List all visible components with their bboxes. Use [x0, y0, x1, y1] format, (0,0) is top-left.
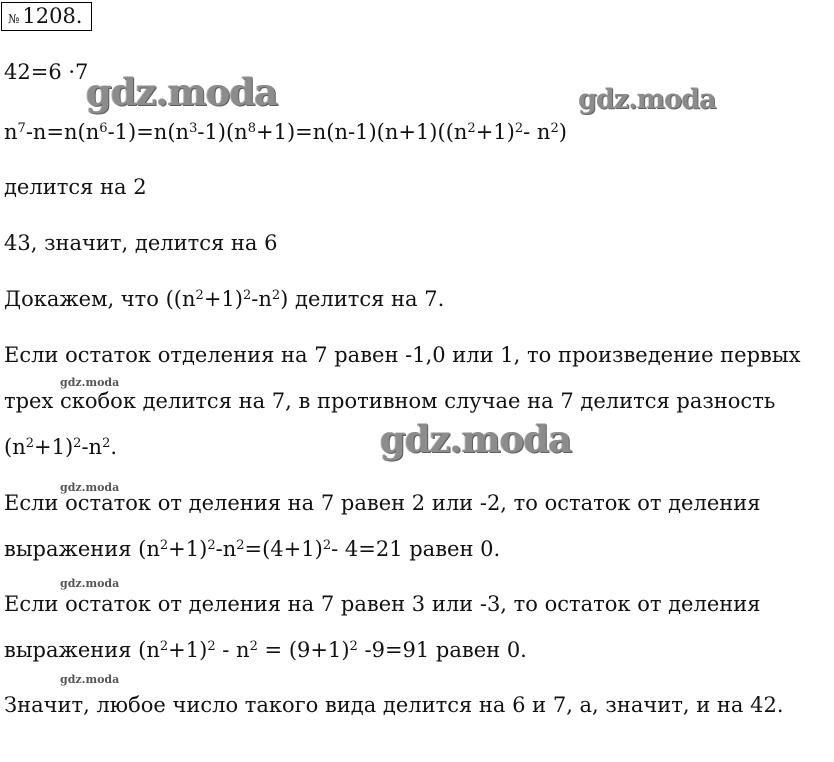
superscript-exponent: 8: [247, 120, 256, 136]
superscript-exponent: 2: [514, 120, 524, 136]
text-fragment: выражения (n: [4, 537, 160, 561]
text-fragment: -1)=n(n: [107, 120, 190, 144]
text-fragment: Докажем, что ((n: [4, 287, 196, 311]
text-fragment: -n: [251, 287, 272, 311]
watermark-logo: gdz.moda: [380, 417, 572, 461]
text-fragment: -9=91 равен 0.: [357, 638, 527, 662]
superscript-exponent: 2: [236, 537, 245, 553]
text-fragment: 42=6 ·7: [4, 60, 89, 84]
text-fragment: +1): [34, 435, 74, 459]
solution-line-13: [4, 695, 784, 716]
solution-line-6: [4, 345, 800, 366]
number-sign: №: [8, 12, 20, 26]
text-fragment: -n: [215, 537, 237, 561]
superscript-exponent: 2: [159, 537, 169, 553]
superscript-exponent: 2: [271, 287, 281, 303]
problem-number-box: [1, 2, 92, 31]
text-fragment: трех скобок делится на 7, в противном случае на 7 делится разность: [4, 389, 776, 413]
text-fragment: +1): [475, 120, 515, 144]
text-fragment: ) делится на 7.: [280, 287, 445, 311]
superscript-exponent: 2: [349, 638, 358, 654]
superscript-exponent: 2: [207, 537, 216, 553]
text-fragment: -n=n(n: [25, 120, 100, 144]
text-fragment: +1)=n(n-1)(n+1)((n: [256, 120, 468, 144]
superscript-exponent: 3: [189, 120, 198, 136]
superscript-exponent: 2: [322, 537, 332, 553]
solution-line-2: [4, 122, 567, 143]
solution-line-3: [4, 177, 147, 198]
watermark-logo: gdz.moda: [578, 84, 716, 115]
text-fragment: выражения (n: [4, 638, 160, 662]
solution-line-12: [4, 640, 527, 661]
watermark-logo: gdz.moda: [60, 481, 120, 494]
watermark-logo: gdz.moda: [60, 376, 120, 389]
solution-line-9: [4, 493, 761, 514]
solution-line-7: [4, 391, 775, 412]
text-fragment: =(4+1): [244, 537, 323, 561]
text-fragment: - n: [523, 120, 551, 144]
text-fragment: +1): [203, 287, 243, 311]
superscript-exponent: 2: [195, 287, 204, 303]
solution-line-11: [4, 594, 761, 615]
text-fragment: Значит, любое число такого вида делится на 6 и 7, а, значит, и на 42.: [4, 693, 784, 717]
superscript-exponent: 2: [207, 638, 216, 654]
solution-line-4: [4, 233, 277, 254]
text-fragment: -1)(n: [197, 120, 248, 144]
text-fragment: ): [558, 120, 567, 144]
superscript-exponent: 2: [159, 638, 169, 654]
text-fragment: Если остаток от деления на 7 равен 2 или -2, то остаток от деления: [4, 491, 761, 515]
superscript-exponent: 2: [102, 435, 111, 451]
text-fragment: Если остаток отделения на 7 равен -1,0 или 1, то произведение первых: [4, 343, 801, 367]
superscript-exponent: 7: [17, 120, 26, 136]
text-fragment: n: [4, 120, 18, 144]
watermark-logo: gdz.moda: [60, 673, 120, 686]
text-fragment: +1): [168, 537, 208, 561]
text-fragment: (n: [4, 435, 26, 459]
text-fragment: делится на 2: [4, 175, 147, 199]
problem-number: 1208.: [22, 4, 83, 28]
text-fragment: 43, значит, делится на 6: [4, 231, 278, 255]
text-fragment: - n: [215, 638, 250, 662]
text-fragment: Если остаток от деления на 7 равен 3 или -3, то остаток от деления: [4, 592, 761, 616]
solution-line-5: [4, 289, 444, 310]
superscript-exponent: 2: [467, 120, 476, 136]
superscript-exponent: 6: [99, 120, 108, 136]
solution-line-1: [4, 62, 88, 83]
solution-line-8: [4, 437, 117, 458]
superscript-exponent: 2: [73, 435, 82, 451]
solution-line-10: [4, 539, 500, 560]
text-fragment: = (9+1): [257, 638, 350, 662]
text-fragment: +1): [168, 638, 208, 662]
text-fragment: - 4=21 равен 0.: [331, 537, 501, 561]
text-fragment: -n: [81, 435, 103, 459]
text-fragment: .: [110, 435, 118, 459]
superscript-exponent: 2: [550, 120, 559, 136]
watermark-logo: gdz.moda: [60, 577, 120, 590]
superscript-exponent: 2: [249, 638, 258, 654]
superscript-exponent: 2: [242, 287, 252, 303]
superscript-exponent: 2: [25, 435, 34, 451]
watermark-logo: gdz.moda: [86, 70, 278, 114]
